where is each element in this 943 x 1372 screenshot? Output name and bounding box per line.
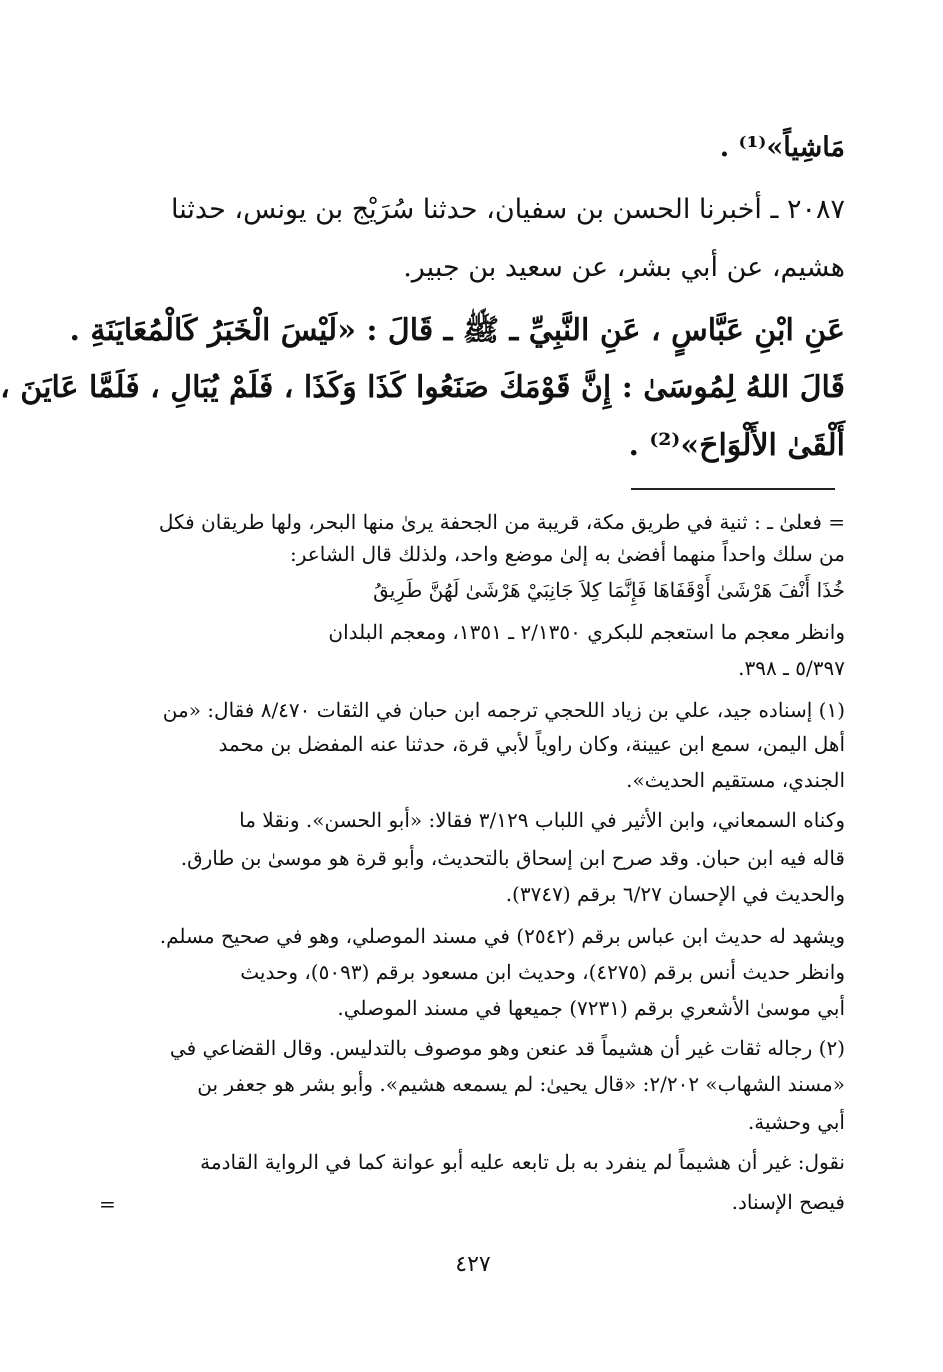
footnote-1-line: أبي موسىٰ الأشعري برقم (٧٢٣١) جميعها في مسند الموصلي. xyxy=(337,996,845,1020)
footnote-continuation-line: ٥/٣٩٧ ـ ٣٩٨. xyxy=(738,656,845,680)
footnote-1-line: الجندي، مستقيم الحديث». xyxy=(626,768,845,792)
footnote-1-line: وكناه السمعاني، وابن الأثير في اللباب ٣/١٢٩ فقالا: «أبو الحسن». ونقلا ما xyxy=(239,808,845,832)
footnote-2-line: «مسند الشهاب» ٢/٢٠٢: «قال يحيىٰ: لم يسمعه هشيم». وأبو بشر هو جعفر بن xyxy=(197,1072,845,1096)
footnote-1-line: (١) إسناده جيد، علي بن زياد اللحجي ترجمه ابن حبان في الثقات ٨/٤٧٠ فقال: «من xyxy=(162,698,845,722)
footnote-2-line: فيصح الإسناد. xyxy=(731,1190,845,1214)
text-line-continuation: مَاشِياً»⁽¹⁾ . xyxy=(719,132,845,163)
continuation-mark: = xyxy=(99,1192,116,1216)
footnote-1-line: ويشهد له حديث ابن عباس برقم (٢٥٤٢) في مسند الموصلي، وهو في صحيح مسلم. xyxy=(159,924,845,948)
hadith-chain-line-1: ٢٠٨٧ ـ أخبرنا الحسن بن سفيان، حدثنا سُرَيْج بن يونس، حدثنا xyxy=(171,194,845,225)
footnote-2-line: (٢) رجاله ثقات غير أن هشيماً قد عنعن وهو موصوف بالتدليس. وقال القضاعي في xyxy=(169,1036,845,1060)
footnote-2-line: نقول: غير أن هشيماً لم ينفرد به بل تابعه عليه أبو عوانة كما في الرواية القادمة xyxy=(200,1150,845,1174)
footnote-2-line: أبي وحشية. xyxy=(747,1110,845,1134)
footnote-1-line: قاله فيه ابن حبان. وقد صرح ابن إسحاق بالتحديث، وأبو قرة هو موسىٰ بن طارق. xyxy=(180,846,845,870)
poetry-verse: خُذَا أَنْفَ هَرْشَىٰ أَوْقَفَاهَا فَإِنَّمَا كِلاَ جَانِبَيْ هَرْشَىٰ لَهُنَّ طَرِيقُ xyxy=(373,578,845,602)
footnote-continuation-line: وانظر معجم ما استعجم للبكري ٢/١٣٥٠ ـ ١٣٥١، ومعجم البلدان xyxy=(328,620,845,644)
footnote-1-line: وانظر حديث أنس برقم (٤٢٧٥)، وحديث ابن مسعود برقم (٥٠٩٣)، وحديث xyxy=(240,960,845,984)
page-number: ٤٢٧ xyxy=(455,1252,491,1277)
footnote-1-line: والحديث في الإحسان ٦/٢٧ برقم (٣٧٤٧). xyxy=(505,882,845,906)
hadith-text-line-1: عَنِ ابْنِ عَبَّاسٍ ، عَنِ النَّبِيِّ ـ ﷺ ـ قَالَ : «لَيْسَ الْخَبَرُ كَالْمُعَايَنَةِ . xyxy=(69,313,845,348)
footnote-separator xyxy=(631,488,835,490)
footnote-continuation-line: من سلك واحداً منهما أفضىٰ به إلىٰ موضع واحد، ولذلك قال الشاعر: xyxy=(290,542,845,566)
footnote-1-line: أهل اليمن، سمع ابن عيينة، وكان راوياً لأبي قرة، حدثنا عنه المفضل بن محمد xyxy=(218,732,845,756)
hadith-chain-line-2: هشيم، عن أبي بشر، عن سعيد بن جبير. xyxy=(403,252,845,283)
hadith-text-line-3: أَلْقَىٰ الأَلْوَاحَ»⁽²⁾ . xyxy=(628,428,845,463)
hadith-text-line-2: قَالَ اللهُ لِمُوسَىٰ : إِنَّ قَوْمَكَ صَنَعُوا كَذَا وَكَذَا ، فَلَمْ يُبَالِ ، فَلَمَّا عَايَنَ ، xyxy=(0,370,845,405)
footnote-continuation-line: = فعلىٰ ـ : ثنية في طريق مكة، قريبة من الجحفة يرىٰ منها البحر، ولها طريقان فكل xyxy=(158,510,845,534)
